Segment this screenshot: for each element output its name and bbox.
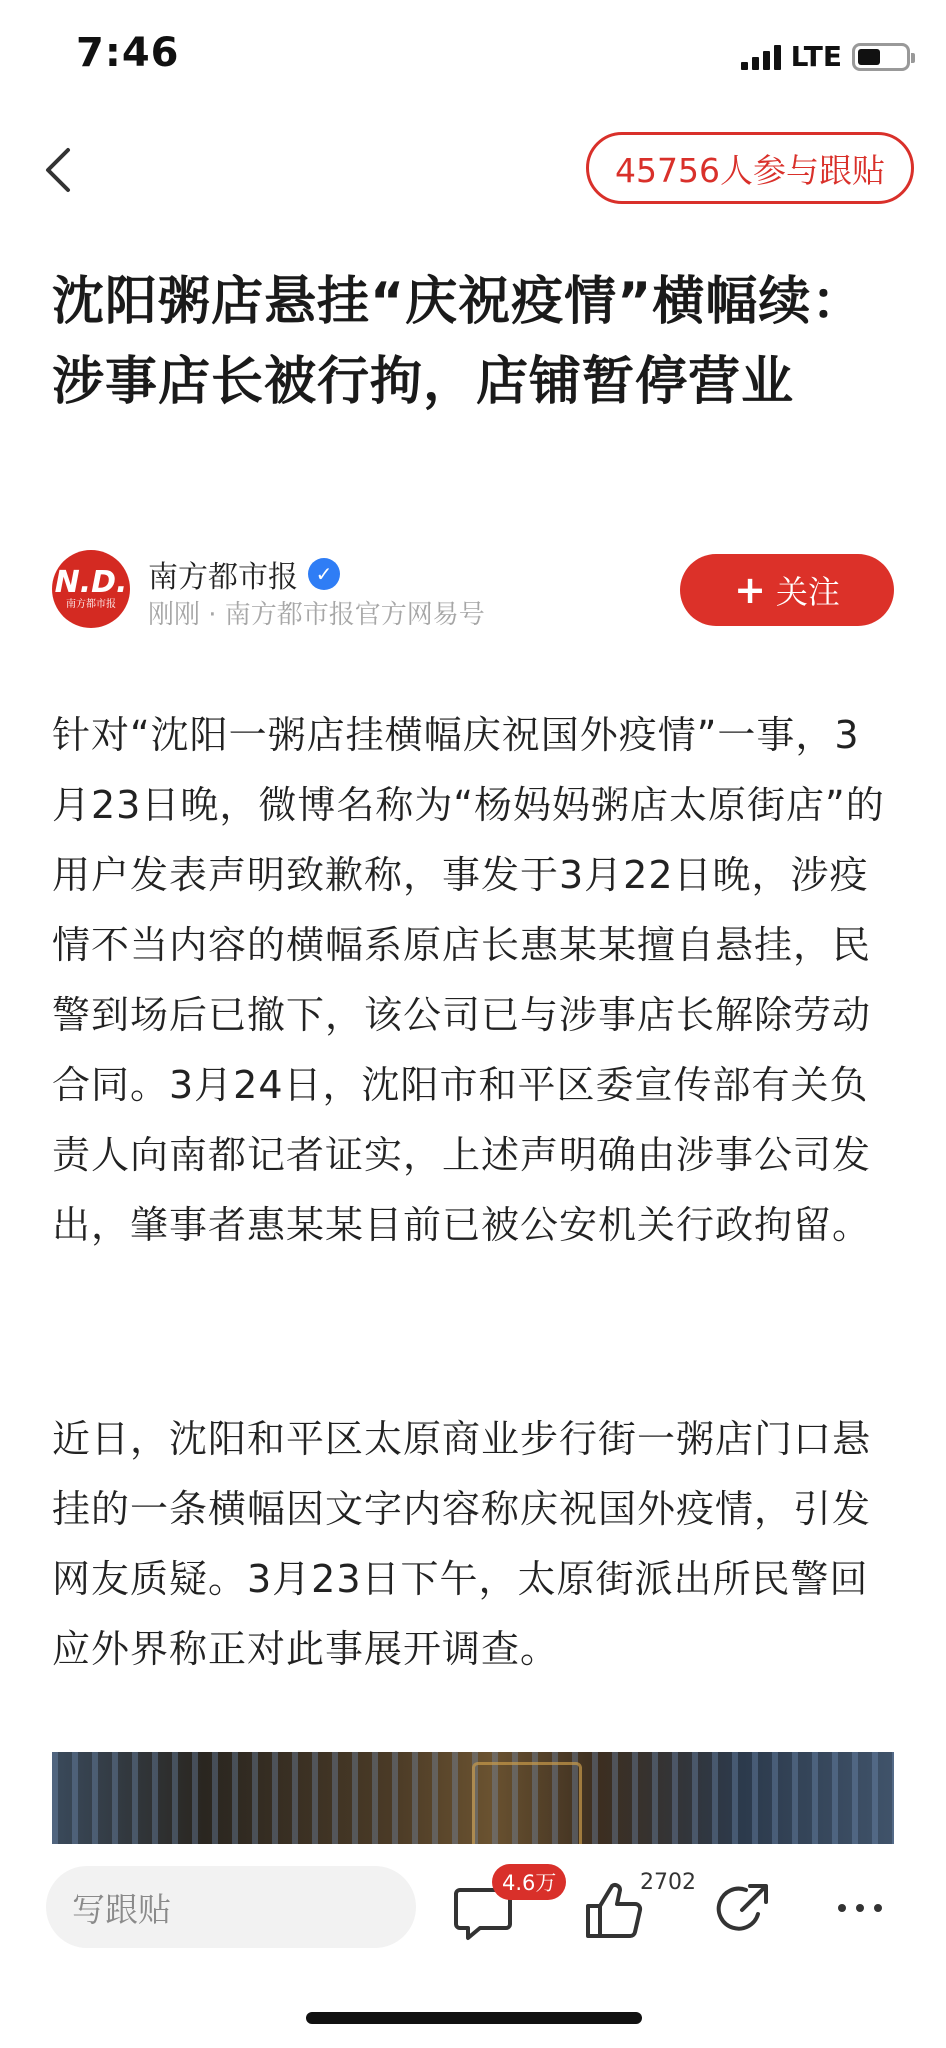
- status-indicators: [741, 40, 910, 73]
- author-meta: 刚刚 · 南方都市报官方网易号: [148, 600, 485, 630]
- network-label: LTE: [790, 40, 842, 73]
- author-row: [52, 548, 894, 630]
- share-icon[interactable]: [712, 1880, 772, 1940]
- image-shop-sign: [472, 1762, 582, 1844]
- article-paragraph: 针对“沈阳一粥店挂横幅庆祝国外疫情”一事，3月23日晚，微博名称为“杨妈妈粥店太原街店”的用户发表声明致歉称，事发于3月22日晚，涉疫情不当内容的横幅系原店长惠某某擅自悬挂，民警到场后已撤下，该公司已与涉事店长解除劳动合同。3月24日，沈阳市和平区委宣传部有关负责人向南都记者证实，上述声明确由涉事公司发出，肇事者惠某某目前已被公安机关行政拘留。: [52, 713, 885, 1247]
- comment-participation-button[interactable]: 45756人参与跟贴: [586, 132, 914, 204]
- follow-button[interactable]: [680, 554, 894, 626]
- top-nav: [0, 120, 946, 220]
- follow-label: 关注: [775, 573, 840, 611]
- avatar-logo: N.D.: [54, 565, 128, 600]
- article-image[interactable]: [52, 1752, 894, 1844]
- battery-icon: [852, 43, 910, 71]
- more-icon[interactable]: [838, 1898, 898, 1918]
- back-icon[interactable]: [30, 140, 90, 200]
- status-bar: [0, 0, 946, 120]
- article-title: 沈阳粥店悬挂“庆祝疫情”横幅续：涉事店长被行拘，店铺暂停营业: [52, 272, 865, 412]
- article-paragraph: 近日，沈阳和平区太原商业步行街一粥店门口悬挂的一条横幅因文字内容称庆祝国外疫情，引发网友质疑。3月23日下午，太原街派出所民警回应外界称正对此事展开调查。: [52, 1417, 872, 1671]
- home-indicator[interactable]: [306, 2012, 642, 2024]
- reply-input[interactable]: 写跟贴: [46, 1866, 416, 1948]
- author-name: 南方都市报: [148, 560, 298, 595]
- avatar-sub: 南方都市报: [66, 599, 116, 610]
- bottom-bar: [0, 1844, 946, 2048]
- author-name-row[interactable]: [148, 552, 340, 596]
- like-count: 2702: [640, 1870, 696, 1895]
- signal-icon: [741, 44, 781, 70]
- plus-icon: +: [734, 568, 766, 612]
- avatar[interactable]: [52, 550, 130, 628]
- verified-icon: ✓: [308, 558, 340, 590]
- like-icon[interactable]: [582, 1878, 646, 1942]
- status-time: 7:46: [76, 30, 180, 76]
- comment-count-badge: 4.6万: [492, 1864, 566, 1900]
